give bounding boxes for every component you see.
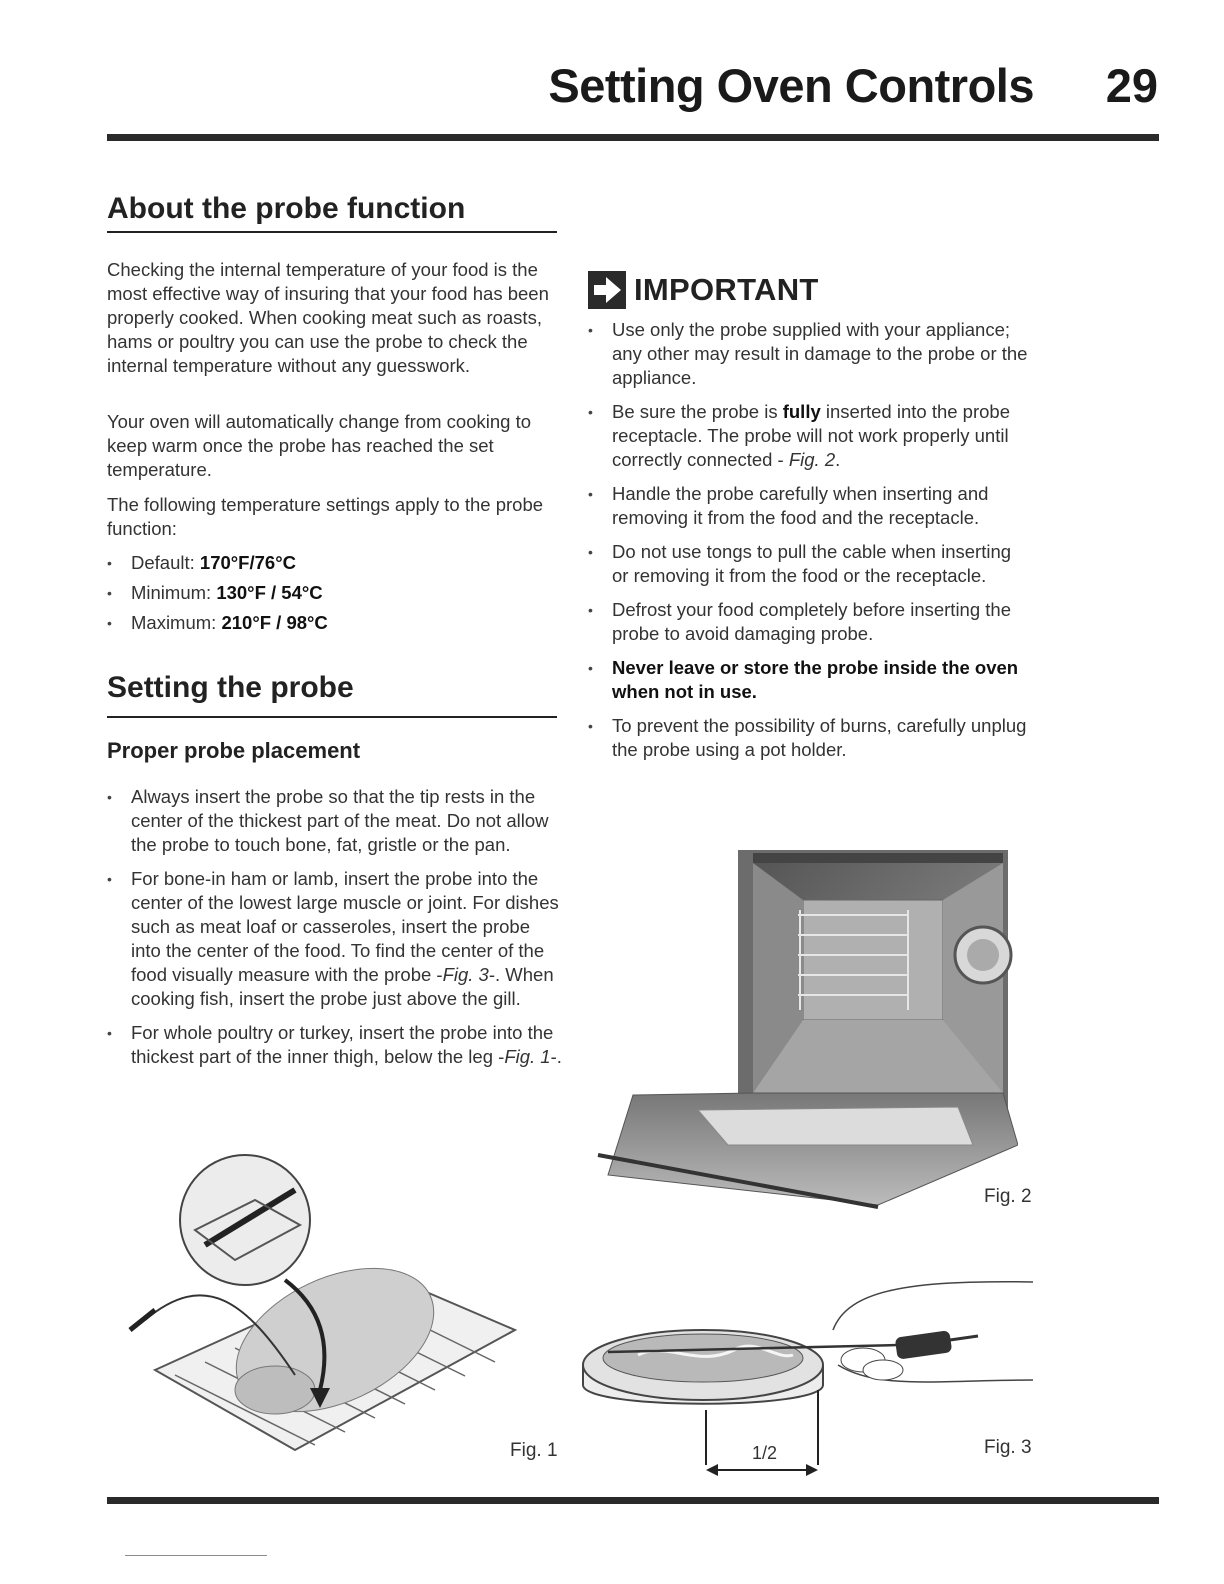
subheading-proper-placement: Proper probe placement	[107, 738, 361, 763]
oven-interior-illustration	[578, 845, 1018, 1215]
fig2-caption: Fig. 2	[984, 1186, 1032, 1207]
page-number: 29	[1105, 59, 1158, 112]
list-item: • Default: 170°F/76°C	[107, 551, 562, 575]
list-item: • For whole poultry or turkey, insert the probe into the thickest part of the inner thigh, below the leg -Fig. 1-.	[107, 1021, 562, 1069]
section-heading-rule	[107, 716, 557, 718]
measure-probe-illustration	[578, 1270, 1038, 1485]
list-item: • Use only the probe supplied with your appliance; any other may result in damage to the probe or the appliance.	[588, 318, 1028, 390]
fig3-caption: Fig. 3	[984, 1437, 1032, 1458]
poultry-probe-illustration	[125, 1150, 525, 1470]
probe-keep-warm-paragraph: Your oven will automatically change from cooking to keep warm once the probe has reached the set temperature.	[107, 411, 532, 480]
important-label: IMPORTANT	[634, 272, 819, 307]
placement-bullets	[107, 785, 562, 1069]
list-item: • Minimum: 130°F / 54°C	[107, 581, 562, 605]
fig1-caption: Fig. 1	[510, 1440, 558, 1461]
section-heading-rule	[107, 231, 557, 233]
list-item: • Do not use tongs to pull the cable when inserting or removing it from the food or the receptacle.	[588, 540, 1028, 588]
temperature-settings-list	[107, 551, 562, 635]
footer-link-underline	[125, 1555, 267, 1556]
important-bullets	[588, 318, 1028, 762]
list-item: • Always insert the probe so that the tip rests in the center of the thickest part of the meat. Do not allow the probe to touch bone, fat, gristle or the pan.	[107, 785, 562, 857]
fig3-measure-label: 1/2	[752, 1443, 778, 1463]
important-header	[588, 268, 819, 312]
page-title: Setting Oven Controls	[548, 59, 1034, 112]
probe-settings-intro: The following temperature settings apply to the probe function:	[107, 494, 544, 539]
list-item: • To prevent the possibility of burns, carefully unplug the probe using a pot holder.	[588, 714, 1028, 762]
list-item: • Defrost your food completely before inserting the probe to avoid damaging probe.	[588, 598, 1028, 646]
probe-intro-paragraph: Checking the internal temperature of your food is the most effective way of insuring that your food has been properly cooked. When cooking meat such as roasts, hams or poultry you can use the probe to check the internal temperature without any guesswork.	[107, 259, 549, 376]
list-item: • Never leave or store the probe inside the oven when not in use.	[588, 656, 1028, 704]
header-rule	[107, 134, 1159, 141]
footer-rule	[107, 1497, 1159, 1504]
list-item: • Maximum: 210°F / 98°C	[107, 611, 562, 635]
section-heading-setting-probe: Setting the probe	[107, 671, 354, 704]
list-item: • Be sure the probe is fully inserted into the probe receptacle. The probe will not work properly until correctly connected - Fig. 2.	[588, 400, 1028, 472]
arrow-right-icon	[588, 271, 626, 309]
list-item: • Handle the probe carefully when inserting and removing it from the food and the receptacle.	[588, 482, 1028, 530]
list-item: • For bone-in ham or lamb, insert the probe into the center of the lowest large muscle or joint. For dishes such as meat loaf or casseroles, insert the probe into the center of the food. To find the center of the food visually measure with the probe -Fig. 3-. When cooking fish, insert the probe just above the gill.	[107, 867, 562, 1011]
section-heading-probe-function: About the probe function	[107, 192, 466, 225]
